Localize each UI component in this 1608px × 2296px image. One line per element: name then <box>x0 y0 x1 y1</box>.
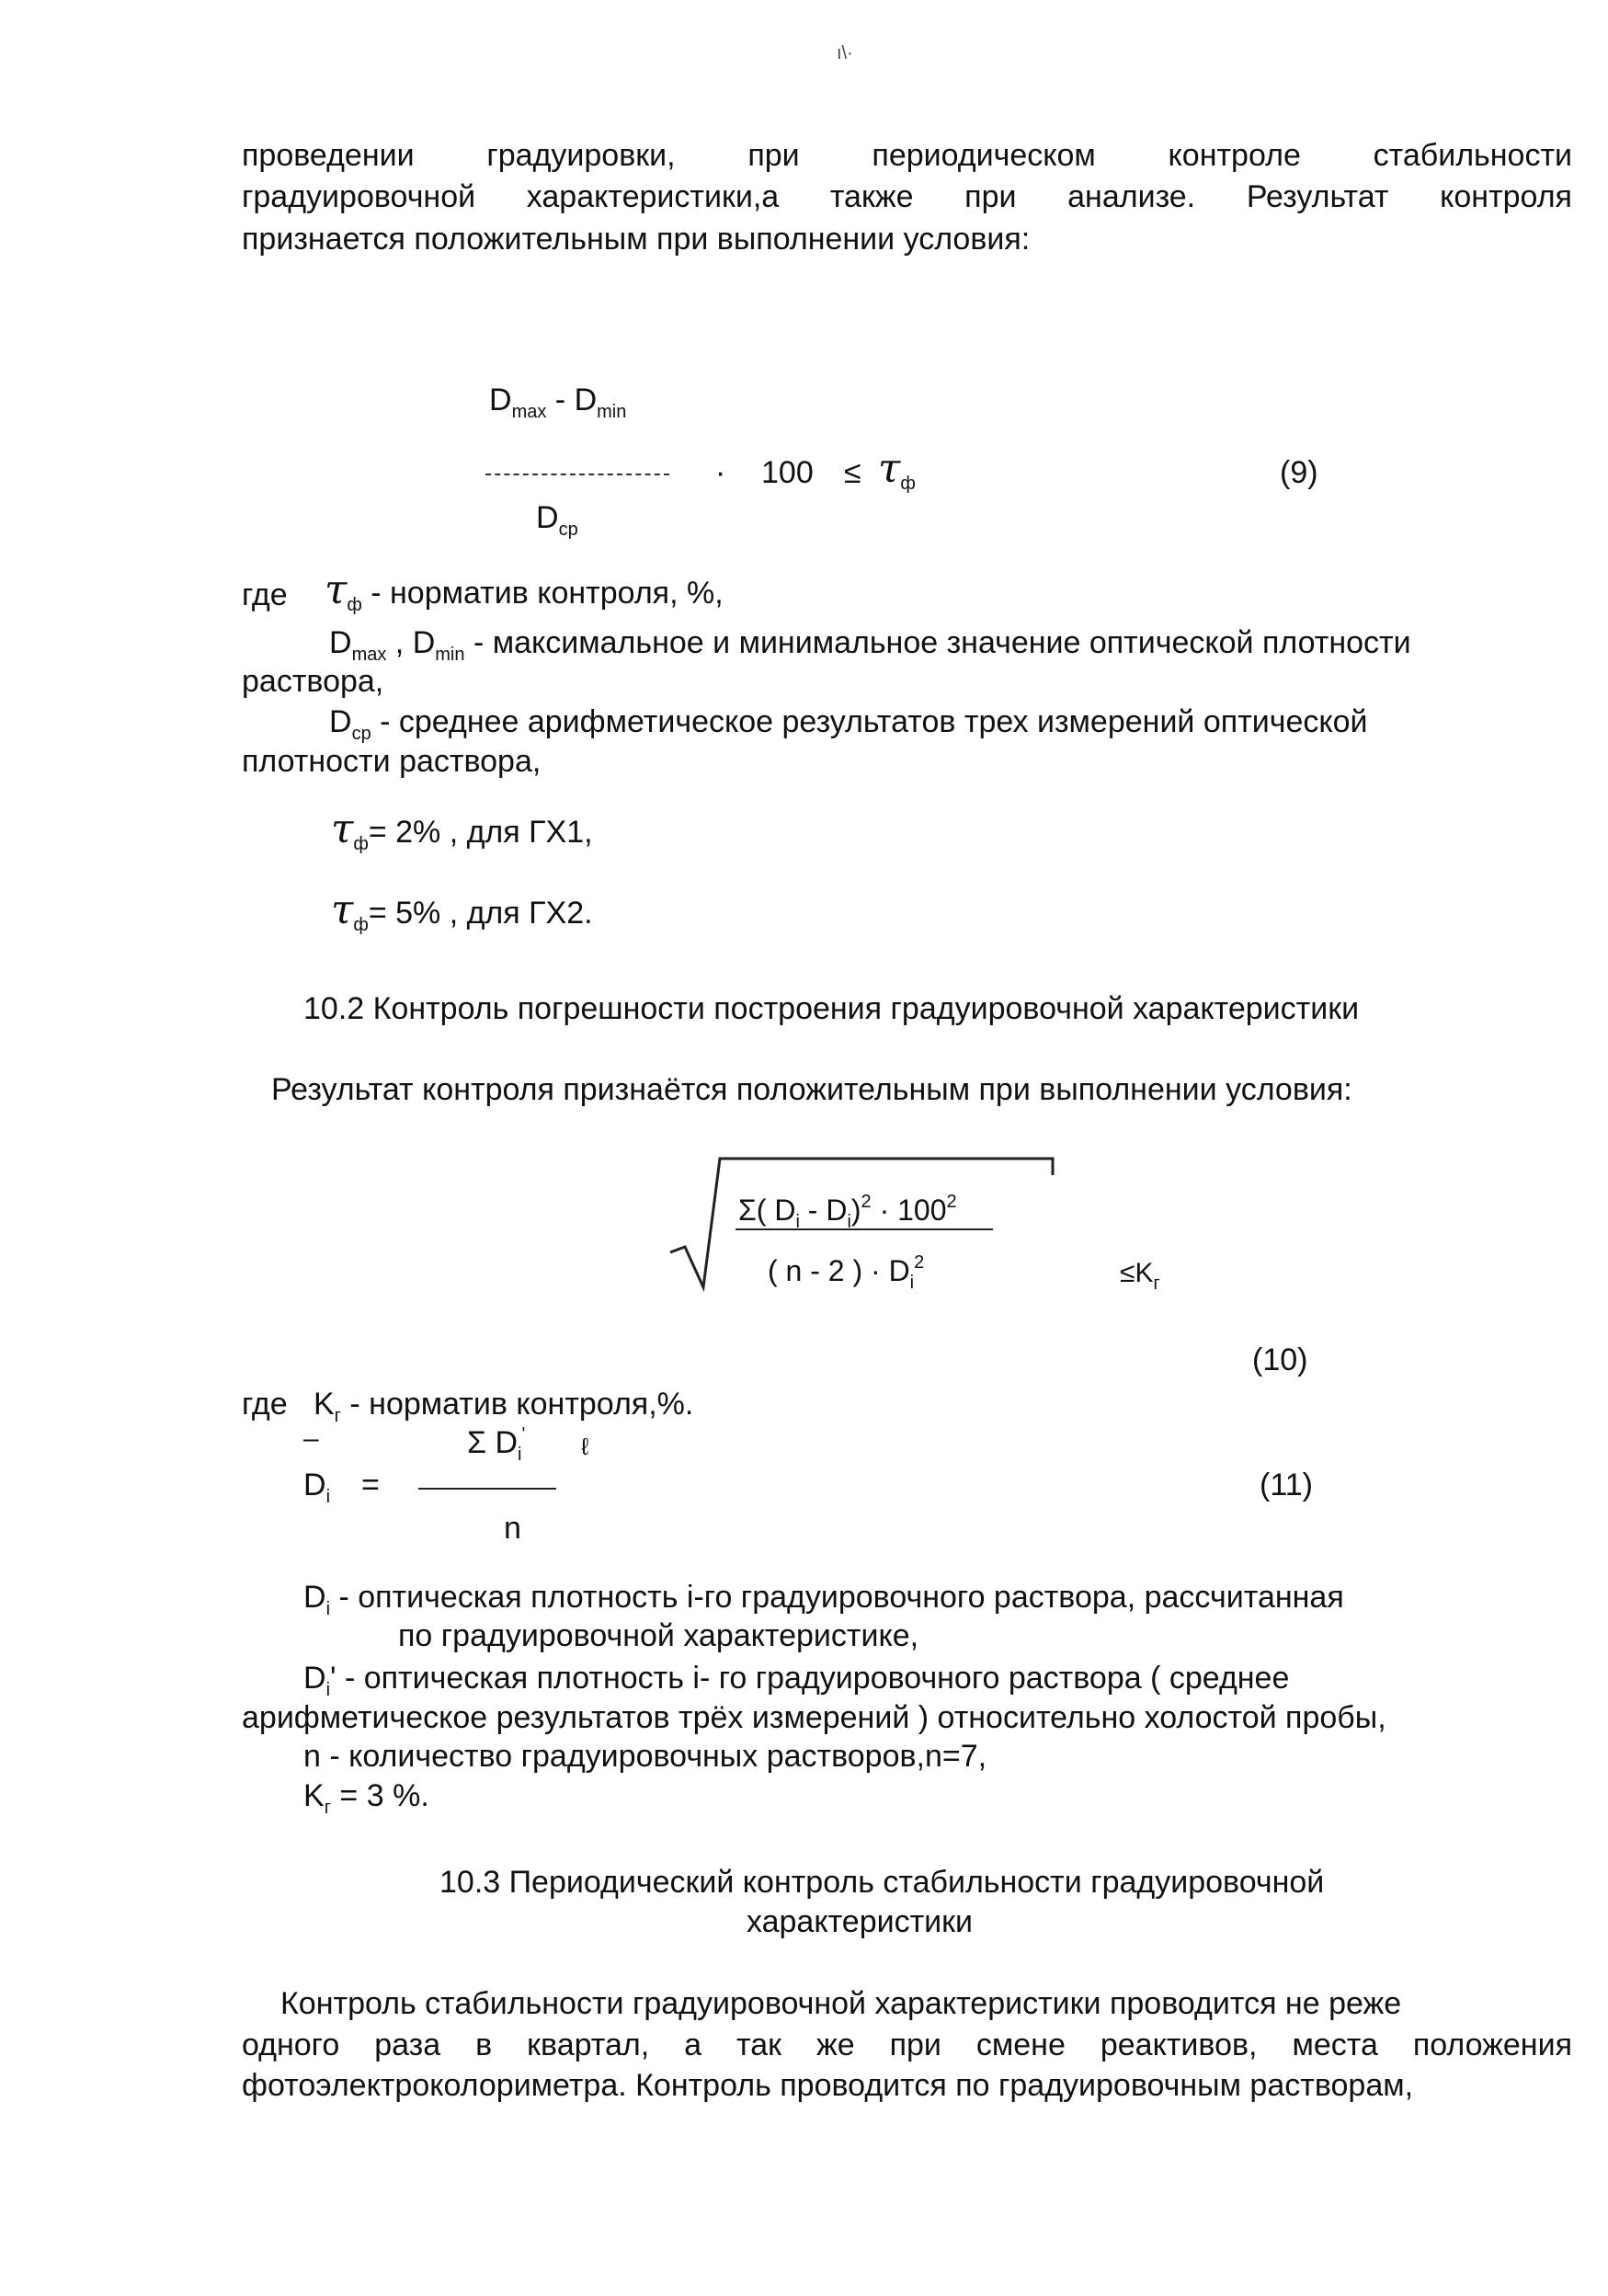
word: положения <box>1412 2028 1572 2062</box>
formula-10-numerator: Σ( $D_i - D_i)^2 \cdot 100^2$ <box>738 1192 957 1232</box>
paragraph-line: фотоэлектроколориметра. Контроль проводится по градуировочным растворам, <box>242 2068 1414 2103</box>
word: контроля <box>1440 179 1572 214</box>
formula-9-mult: · <box>715 455 726 490</box>
word: градуировочной <box>242 179 476 214</box>
word: а <box>684 2028 702 2062</box>
word: градуировки, <box>486 138 676 173</box>
formula-9-hundred: 100 <box>761 455 814 490</box>
formula-9-fraction-line <box>485 474 669 475</box>
word: же <box>815 2028 855 2062</box>
word: также <box>829 179 914 214</box>
paragraph-line: по градуировочной характеристике, <box>398 1618 919 1653</box>
formula-9-number: (9) <box>1280 455 1318 490</box>
formula-11-number: (11) <box>1260 1468 1313 1502</box>
formula-11-denominator: n <box>504 1511 521 1546</box>
formula-10-fraction-line <box>736 1228 993 1230</box>
formula-9-tau: $\tau_ф$ <box>878 445 916 494</box>
formula-9-numerator: $D_{max} - D_{min}$ <box>489 383 627 422</box>
word: так <box>736 2028 782 2062</box>
word: контроле <box>1168 138 1301 173</box>
formula-11-eq: = <box>361 1468 380 1502</box>
n-definition: n - количество градуировочных растворов,n=7, <box>303 1739 987 1774</box>
formula-11-lhs: $D_i$ <box>303 1468 331 1507</box>
word: характеристики,а <box>526 179 780 214</box>
word: реактивов, <box>1100 2028 1258 2062</box>
paragraph-line: арифметическое результатов трёх измерений ) относительно холостой пробы, <box>242 1700 1386 1735</box>
where-label: где <box>242 577 288 612</box>
word: анализе. <box>1067 179 1196 214</box>
formula-11-mark: ℓ <box>581 1433 589 1460</box>
formula-10-denominator: ( n - 2 ) · $D_i^2$ <box>768 1252 925 1293</box>
section-heading: 10.2 Контроль погрешности построения градуировочной характеристики <box>303 991 1360 1026</box>
word: квартал, <box>527 2028 650 2062</box>
norm-gh1: $\tau_ф= 2\%$ , для ГХ1, <box>331 805 593 854</box>
paragraph-line: плотности раствора, <box>242 744 542 779</box>
formula-9-denominator: $D_{ср}$ <box>536 500 578 540</box>
paragraph-line <box>242 181 1572 212</box>
word: смене <box>975 2028 1066 2062</box>
formula-11-numerator: Σ $D_i'$ <box>467 1424 526 1465</box>
dcp-definition: $D_{ср}$ - среднее арифметическое результатов трех измерений оптической <box>329 704 1368 744</box>
word: проведении <box>242 138 415 173</box>
kg-definition: где $K_г$ - норматив контроля,%. <box>242 1387 694 1426</box>
tau-definition: $\tau_ф$ - норматив контроля, %, <box>325 566 724 615</box>
formula-11-fraction-line <box>418 1488 556 1490</box>
norm-gh2: $\tau_ф= 5\%$ , для ГХ2. <box>331 886 593 935</box>
paragraph-line <box>242 140 1572 171</box>
paragraph-line: раствора, <box>242 664 384 699</box>
paragraph-line: Контроль стабильности градуировочной характеристики проводится не реже <box>280 1986 1402 2021</box>
paragraph-line: Результат контроля признаётся положительным при выполнении условия: <box>271 1072 1352 1107</box>
kg-value: $K_г = 3$ %. <box>303 1778 429 1818</box>
paragraph-line <box>242 2029 1572 2061</box>
di-definition: $D_i$ - оптическая плотность i-го градуировочного раствора, рассчитанная <box>303 1580 1344 1619</box>
paragraph-line: признается положительным при выполнении условия: <box>242 222 1031 257</box>
formula-10-number: (10) <box>1252 1342 1308 1377</box>
section-heading: 10.3 Периодический контроль стабильности градуировочной <box>439 1865 1325 1900</box>
word: при <box>964 179 1017 214</box>
word: места <box>1292 2028 1378 2062</box>
formula-11-bar: – <box>303 1423 319 1454</box>
word: одного <box>242 2028 340 2062</box>
word: в <box>475 2028 493 2062</box>
word: при <box>889 2028 941 2062</box>
di-prime-definition: $D_i'$ - оптическая плотность і- го градуировочного раствора ( среднее <box>303 1661 1290 1700</box>
word: периодическом <box>872 138 1096 173</box>
formula-10-rhs: $\le K_г$ <box>1120 1258 1160 1294</box>
dmax-dmin-definition: $D_{max}$ , $D_{min}$ - максимальное и минимальное значение оптической плотности <box>329 625 1411 665</box>
word: Результат <box>1246 179 1389 214</box>
formula-9-leq: ≤ <box>844 455 861 490</box>
section-heading: характеристики <box>747 1904 974 1939</box>
page-number: ı\· <box>837 43 853 63</box>
word: при <box>747 138 800 173</box>
word: стабильности <box>1373 138 1573 173</box>
word: раза <box>374 2028 441 2062</box>
